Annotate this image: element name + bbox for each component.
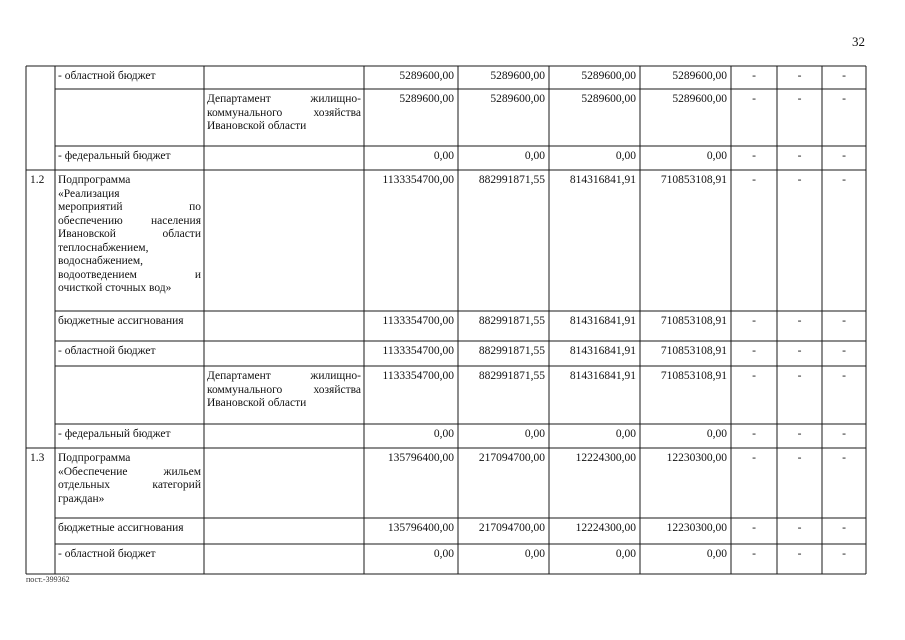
department-name-line: коммунального хозяйства (207, 383, 361, 396)
row-name-line: теплоснабжением, (58, 241, 149, 254)
amount-cell: 710853108,91 (660, 370, 727, 382)
amount-cell: 0,00 (615, 428, 636, 440)
dash-cell: - (797, 452, 802, 464)
row-name-line: бюджетные ассигнования (58, 522, 184, 534)
amount-cell: 1133354700,00 (382, 345, 454, 357)
dash-cell: - (842, 548, 846, 560)
amount-cell: 0,00 (433, 150, 454, 162)
dash-cell: - (797, 370, 802, 382)
dash-cell: - (842, 522, 846, 534)
dash-cell: - (752, 452, 756, 464)
amount-cell: 217094700,00 (478, 452, 545, 464)
amount-cell: 814316841,91 (569, 370, 636, 382)
dash-cell: - (797, 548, 802, 560)
amount-cell: 12224300,00 (575, 522, 636, 534)
amount-cell: 0,00 (433, 428, 454, 440)
row-name (58, 428, 201, 442)
amount-cell: 882991871,55 (478, 315, 545, 327)
department-name-line: коммунального хозяйства (207, 106, 361, 119)
row-name (58, 345, 201, 359)
amount-cell: 5289600,00 (672, 70, 727, 82)
dash-cell: - (797, 315, 802, 327)
row-name-line: обеспечению населения (58, 214, 201, 227)
department-name-line: Департамент жилищно- (207, 93, 361, 105)
row-name-line: - федеральный бюджет (58, 428, 171, 440)
amount-cell: 0,00 (615, 548, 636, 560)
amount-cell: 0,00 (615, 150, 636, 162)
dash-cell: - (752, 428, 756, 440)
row-name (58, 70, 201, 84)
dash-cell: - (752, 315, 756, 327)
footer-code: пост.-399362 (26, 575, 70, 584)
row-name-line: бюджетные ассигнования (58, 315, 184, 327)
row-name-line: - федеральный бюджет (58, 150, 171, 162)
amount-cell: 710853108,91 (660, 345, 727, 357)
amount-cell: 12224300,00 (575, 452, 636, 464)
dash-cell: - (797, 150, 802, 162)
dash-cell: - (842, 174, 846, 186)
amount-cell: 135796400,00 (387, 452, 454, 464)
row-name (58, 452, 201, 506)
dash-cell: - (752, 174, 756, 186)
row-name-line: Подпрограмма (58, 174, 131, 186)
dash-cell: - (752, 345, 756, 357)
amount-cell: 5289600,00 (672, 93, 727, 105)
amount-cell: 0,00 (706, 150, 727, 162)
dash-cell: - (842, 150, 846, 162)
dash-cell: - (842, 428, 846, 440)
dash-cell: - (752, 70, 756, 82)
dash-cell: - (752, 548, 756, 560)
row-name-line: - областной бюджет (58, 70, 156, 82)
row-name-line: «Реализация (58, 187, 120, 200)
amount-cell: 710853108,91 (660, 174, 727, 186)
row-name-line: граждан» (58, 492, 105, 505)
department-name (207, 370, 361, 411)
amount-cell: 0,00 (433, 548, 454, 560)
dash-cell: - (797, 174, 802, 186)
amount-cell: 5289600,00 (399, 70, 454, 82)
section-number: 1.2 (30, 174, 45, 186)
amount-cell: 814316841,91 (569, 345, 636, 357)
amount-cell: 0,00 (524, 428, 545, 440)
amount-cell: 217094700,00 (478, 522, 545, 534)
amount-cell: 12230300,00 (666, 452, 727, 464)
department-name-line: Ивановской области (207, 397, 307, 409)
dash-cell: - (752, 93, 756, 105)
row-name-line: - областной бюджет (58, 345, 156, 357)
department-name (207, 93, 361, 134)
department-name-line: Ивановской области (207, 120, 307, 132)
dash-cell: - (752, 370, 756, 382)
dash-cell: - (842, 345, 846, 357)
amount-cell: 0,00 (524, 548, 545, 560)
row-name (58, 548, 201, 562)
dash-cell: - (797, 93, 802, 105)
row-name-line: мероприятий по (58, 201, 201, 213)
row-name-line: Ивановской области (58, 228, 201, 240)
amount-cell: 135796400,00 (387, 522, 454, 534)
amount-cell: 1133354700,00 (382, 370, 454, 382)
row-name-line: очисткой сточных вод» (58, 282, 172, 294)
dash-cell: - (752, 150, 756, 162)
amount-cell: 12230300,00 (666, 522, 727, 534)
dash-cell: - (842, 70, 846, 82)
dash-cell: - (842, 370, 846, 382)
amount-cell: 5289600,00 (399, 93, 454, 105)
amount-cell: 1133354700,00 (382, 174, 454, 186)
dash-cell: - (752, 522, 756, 534)
dash-cell: - (797, 522, 802, 534)
dash-cell: - (797, 428, 802, 440)
amount-cell: 0,00 (706, 548, 727, 560)
row-name-line: водоснабжением, (58, 255, 144, 267)
dash-cell: - (842, 315, 846, 327)
amount-cell: 882991871,55 (478, 345, 545, 357)
amount-cell: 1133354700,00 (382, 315, 454, 327)
dash-cell: - (842, 452, 846, 464)
dash-cell: - (842, 93, 846, 105)
amount-cell: 0,00 (524, 150, 545, 162)
amount-cell: 5289600,00 (581, 93, 636, 105)
amount-cell: 882991871,55 (478, 370, 545, 382)
amount-cell: 5289600,00 (581, 70, 636, 82)
amount-cell: 0,00 (706, 428, 727, 440)
row-name-line: водоотведением и (58, 268, 201, 281)
amount-cell: 814316841,91 (569, 174, 636, 186)
row-name-line: «Обеспечение жильем (58, 465, 201, 478)
amount-cell: 710853108,91 (660, 315, 727, 327)
row-name-line: Подпрограмма (58, 452, 131, 464)
amount-cell: 882991871,55 (478, 174, 545, 186)
row-name (58, 315, 201, 329)
row-name-line: - областной бюджет (58, 548, 156, 560)
page-number: 32 (852, 34, 865, 49)
amount-cell: 5289600,00 (490, 70, 545, 82)
row-name (58, 522, 201, 536)
section-number: 1.3 (30, 452, 45, 464)
amount-cell: 5289600,00 (490, 93, 545, 105)
amount-cell: 814316841,91 (569, 315, 636, 327)
department-name-line: Департамент жилищно- (207, 370, 361, 382)
row-name (58, 150, 201, 164)
row-name-line: отдельных категорий (58, 479, 201, 491)
dash-cell: - (797, 70, 802, 82)
dash-cell: - (797, 345, 802, 357)
row-name (58, 174, 201, 296)
